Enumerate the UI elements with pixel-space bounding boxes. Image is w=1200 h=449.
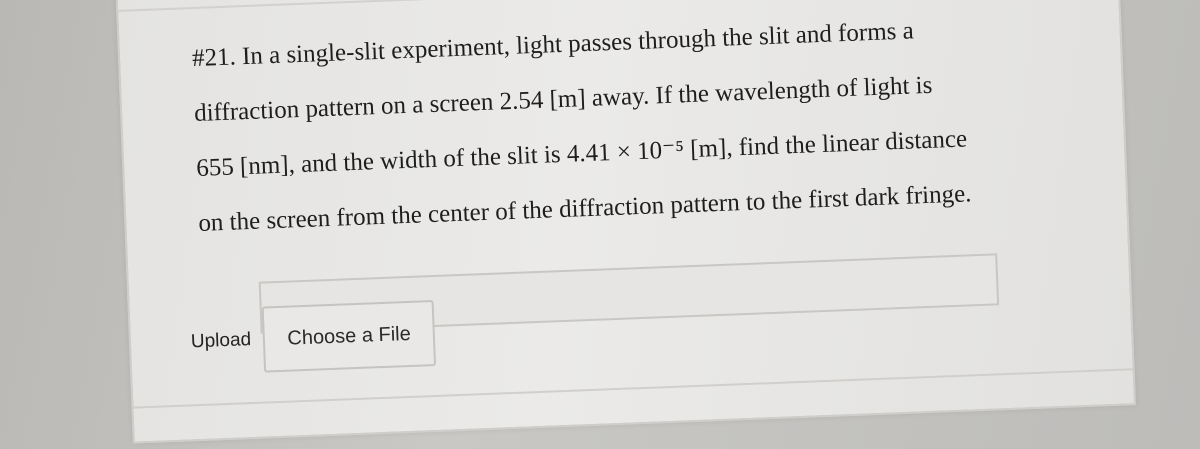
- question-line: on the screen from the center of the diffraction pattern to the first dark fringe.: [197, 180, 972, 237]
- upload-label: Upload: [190, 329, 252, 353]
- choose-file-button[interactable]: Choose a File: [262, 300, 436, 373]
- question-card: [115, 0, 1136, 444]
- upload-row: [190, 300, 437, 375]
- question-line: diffraction pattern on a screen 2.54 [m] away. If the wavelength of light is: [193, 71, 933, 128]
- question-line: 655 [nm], and the width of the slit is 4.41 × 10⁻⁵ [m], find the linear distance: [195, 125, 968, 183]
- card-bottom-divider: [133, 368, 1132, 408]
- question-text: [191, 0, 1099, 251]
- question-line: #21. In a single-slit experiment, light passes through the slit and forms a: [191, 17, 915, 73]
